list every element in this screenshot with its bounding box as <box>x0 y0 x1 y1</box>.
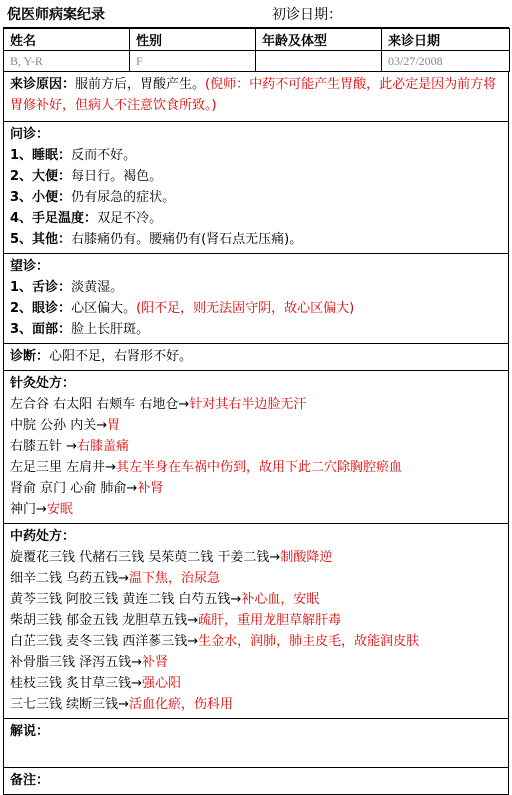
value-name: B, Y-R <box>4 51 130 72</box>
reason-section <box>3 72 509 122</box>
inquiry-item-label: 睡眠： <box>32 148 72 163</box>
diagnosis-label: 诊断： <box>10 349 50 364</box>
inquiry-item: 2、大便：每日行。褐色。 <box>10 169 163 184</box>
value-sex: F <box>130 51 256 72</box>
herbal-line <box>10 652 502 673</box>
acupuncture-points: 中脘 公孙 内关 <box>10 418 97 433</box>
arrow-icon: → <box>131 676 143 691</box>
herbal-line <box>10 673 502 694</box>
herbal-effect: 疏肝，重用龙胆草解肝毒 <box>198 613 342 628</box>
arrow-icon: → <box>96 418 108 433</box>
herbal-herbs: 白芷三钱 麦冬三钱 西洋蔘三钱 <box>10 634 188 649</box>
value-age-build <box>256 51 382 72</box>
inquiry-item: 5、其他：右膝痛仍有。腰痛仍有(肾石点无压痛)。 <box>10 232 303 247</box>
herbal-line <box>10 694 502 715</box>
patient-table-value-row <box>4 51 510 72</box>
acupuncture-points: 肾俞 京门 心俞 肺俞 <box>10 481 127 496</box>
arrow-icon: → <box>66 439 78 454</box>
inquiry-item-text: 每日行。褐色。 <box>71 169 163 184</box>
arrow-icon: → <box>178 397 190 412</box>
record-header <box>3 0 509 28</box>
record-title: 倪医师病案纪录 <box>7 6 105 23</box>
arrow-icon: → <box>187 634 199 649</box>
inquiry-item: 1、睡眠：反而不好。 <box>10 148 137 163</box>
arrow-icon: → <box>36 502 47 517</box>
observation-item-text: 心区偏大。 <box>71 301 137 316</box>
herbal-effect: 补心血，安眠 <box>241 592 320 607</box>
patient-info-table <box>3 28 510 72</box>
observation-title: 望诊： <box>10 259 50 274</box>
inquiry-section <box>3 122 509 254</box>
acupuncture-line <box>10 478 502 499</box>
diagnosis-text: 心阳不足，右肾形不好。 <box>49 349 193 364</box>
reason-note: (倪师：中药不可能产生胃酸，此必定是因为前方将胃修补好，但病人不注意饮食所致。) <box>10 77 497 113</box>
acupuncture-effect: 补肾 <box>137 481 164 496</box>
herbal-effect: 制酸降逆 <box>280 550 333 565</box>
acupuncture-points: 神门 <box>10 502 37 517</box>
remarks-section <box>3 768 509 795</box>
acupuncture-effect: 针对其右半边脸无汗 <box>189 397 307 412</box>
herbal-herbs: 柴胡三钱 郁金五钱 龙胆草五钱 <box>10 613 188 628</box>
herbal-effect: 活血化瘀，伤科用 <box>129 697 234 712</box>
observation-section <box>3 254 509 344</box>
herbal-herbs: 黄芩三钱 阿胶三钱 黄连二钱 白芍五钱 <box>10 592 231 607</box>
observation-item: 2、眼诊：心区偏大。(阳不足，则无法固守阴，故心区偏大) <box>10 301 355 316</box>
header-age-build: 年龄及体型 <box>256 29 382 51</box>
header-name: 姓名 <box>4 29 130 51</box>
first-visit-date-label: 初诊日期： <box>272 6 342 23</box>
herbal-line <box>10 568 502 589</box>
observation-item: 1、舌诊：淡黄湿。 <box>10 280 124 295</box>
acupuncture-line <box>10 499 502 520</box>
observation-item-label: 面部： <box>32 322 72 337</box>
arrow-icon: → <box>126 481 138 496</box>
herbal-line <box>10 589 502 610</box>
herbal-line <box>10 547 502 568</box>
acupuncture-effect: 其左半身在车祸中伤到，故用下此二穴除胸腔瘀血 <box>116 460 403 475</box>
observation-item-text: 脸上长肝斑。 <box>71 322 150 337</box>
herbal-herbs: 旋覆花三钱 代赭石三钱 吴茱萸二钱 干姜二钱 <box>10 550 270 565</box>
inquiry-item-label: 小便： <box>32 190 72 205</box>
herbal-line <box>10 610 502 631</box>
reason-label: 来诊原因： <box>10 77 76 92</box>
acupuncture-line <box>10 457 502 478</box>
inquiry-item: 4、手足温度：双足不冷。 <box>10 211 163 226</box>
inquiry-item-text: 双足不冷。 <box>97 211 163 226</box>
observation-item-note: (阳不足，则无法固守阴，故心区偏大) <box>136 301 355 316</box>
acupuncture-section <box>3 371 509 524</box>
header-sex: 性别 <box>130 29 256 51</box>
acupuncture-points: 左合谷 右太阳 右颊车 右地仓 <box>10 397 179 412</box>
arrow-icon: → <box>131 655 143 670</box>
herbal-herbs: 三七三钱 续断三钱 <box>10 697 119 712</box>
herbal-effect: 生金水，润肺，肺主皮毛，故能润皮肤 <box>198 634 420 649</box>
value-visit-date: 03/27/2008 <box>382 51 510 72</box>
arrow-icon: → <box>230 592 242 607</box>
herbal-herbs: 桂枝三钱 炙甘草三钱 <box>10 676 132 691</box>
remarks-label: 备注： <box>10 773 50 788</box>
inquiry-item-label: 其他： <box>32 232 72 247</box>
acupuncture-points: 右膝五针 <box>10 439 67 454</box>
observation-item-text: 淡黄湿。 <box>71 280 124 295</box>
arrow-icon: → <box>269 550 281 565</box>
diagnosis-section <box>3 344 509 371</box>
herbal-title: 中药处方： <box>10 529 76 544</box>
herbal-effect: 强心阳 <box>142 676 182 691</box>
arrow-icon: → <box>118 571 130 586</box>
acupuncture-title: 针灸处方： <box>10 376 76 391</box>
herbal-section <box>3 524 509 719</box>
observation-item: 3、面部：脸上长肝斑。 <box>10 322 150 337</box>
acupuncture-effect: 安眠 <box>46 502 73 517</box>
herbal-herbs: 细辛二钱 乌药五钱 <box>10 571 119 586</box>
herbal-line <box>10 631 502 652</box>
herbal-effect: 补肾 <box>142 655 169 670</box>
inquiry-item-text: 反而不好。 <box>71 148 137 163</box>
acupuncture-line <box>10 415 502 436</box>
case-record-page <box>3 0 509 795</box>
explanation-label: 解说： <box>10 724 50 739</box>
patient-table-header-row <box>4 29 510 51</box>
acupuncture-effect: 胃 <box>107 418 121 433</box>
observation-item-label: 舌诊： <box>32 280 72 295</box>
acupuncture-points: 左足三里 左肩井 <box>10 460 106 475</box>
inquiry-item-text: 右膝痛仍有。腰痛仍有(肾石点无压痛)。 <box>71 232 303 247</box>
inquiry-item-text: 仍有尿急的症状。 <box>71 190 176 205</box>
inquiry-item-label: 手足温度： <box>32 211 98 226</box>
observation-item-label: 眼诊： <box>32 301 72 316</box>
herbal-herbs: 补骨脂三钱 泽泻五钱 <box>10 655 132 670</box>
acupuncture-line <box>10 394 502 415</box>
inquiry-title: 问诊： <box>10 127 50 142</box>
arrow-icon: → <box>105 460 117 475</box>
inquiry-item: 3、小便：仍有尿急的症状。 <box>10 190 176 205</box>
acupuncture-effect: 右膝盖痛 <box>77 439 130 454</box>
inquiry-item-label: 大便： <box>32 169 72 184</box>
header-visit-date: 来诊日期 <box>382 29 510 51</box>
arrow-icon: → <box>187 613 199 628</box>
reason-text: 服前方后，胃酸产生。 <box>75 77 206 92</box>
arrow-icon: → <box>118 697 130 712</box>
herbal-effect: 温下焦，治尿急 <box>129 571 221 586</box>
acupuncture-line <box>10 436 502 457</box>
